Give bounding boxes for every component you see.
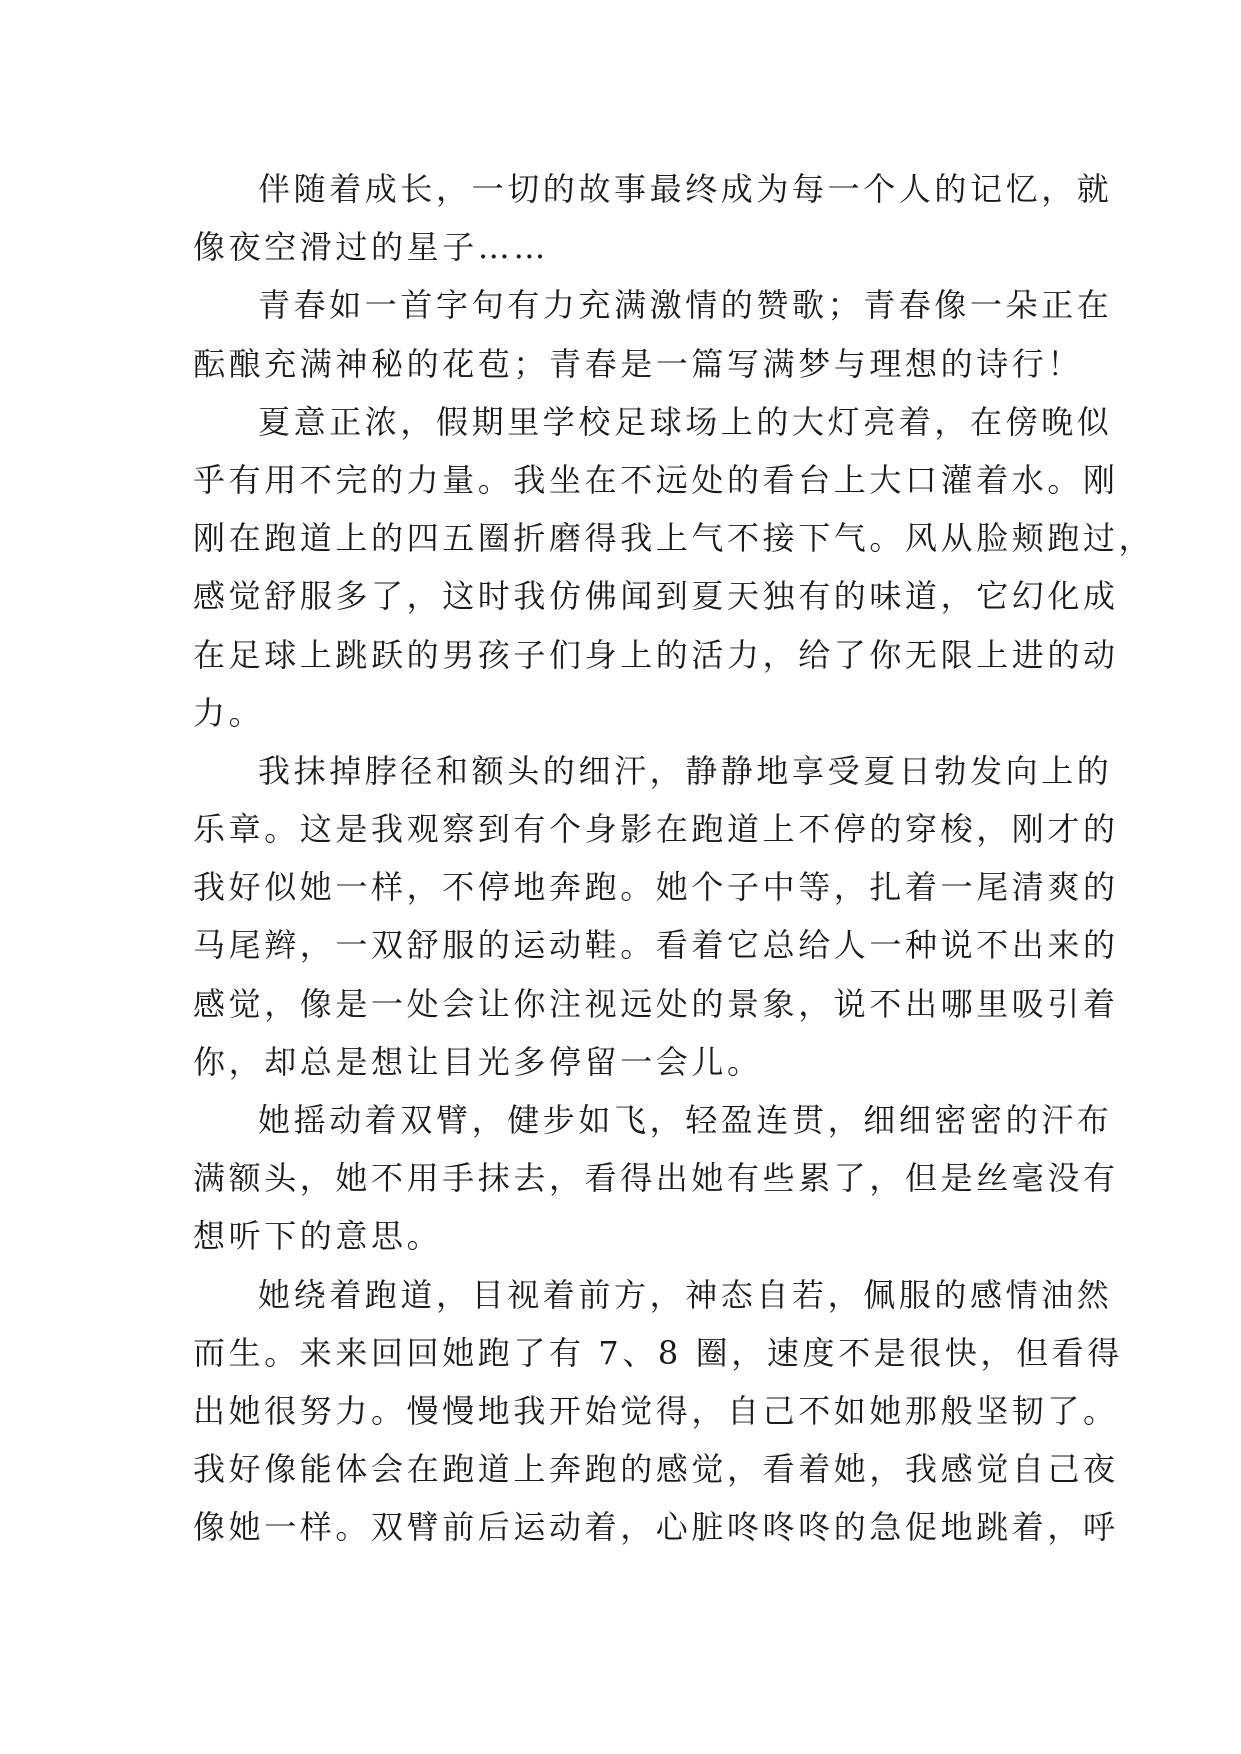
text-line: 出她很努力。慢慢地我开始觉得，自己不如她那般坚韧了。 <box>193 1391 1119 1430</box>
text-line: 夏意正浓，假期里学校足球场上的大灯亮着，在傍晚似 <box>258 402 1113 441</box>
text-line: 我抹掉脖径和额头的细汗，静静地享受夏日勃发向上的 <box>258 751 1113 790</box>
text-line: 而生。来来回回她跑了有 7、8 圈，速度不是很快，但看得 <box>193 1333 1123 1372</box>
text-line: 马尾辫，一双舒服的运动鞋。看着它总给人一种说不出来的 <box>193 926 1119 965</box>
text-line: 她绕着跑道，目视着前方，神态自若，佩服的感情油然 <box>258 1275 1113 1314</box>
text-line: 像夜空滑过的星子…… <box>193 228 550 267</box>
text-line: 伴随着成长，一切的故事最终成为每一个人的记忆，就 <box>258 170 1113 208</box>
text-line: 在足球上跳跃的男孩子们身上的活力，给了你无限上进的动 <box>193 635 1119 674</box>
paragraph <box>193 742 1119 1091</box>
text-line: 你，却总是想让目光多停留一会儿。 <box>193 1042 763 1081</box>
document-body <box>193 160 1155 1557</box>
text-line: 我好像能体会在跑道上奔跑的感觉，看着她，我感觉自己夜 <box>193 1450 1119 1489</box>
paragraph <box>193 393 1155 742</box>
text-line: 感觉，像是一处会让你注视远处的景象，说不出哪里吸引着 <box>193 984 1119 1023</box>
text-line: 酝酿充满神秘的花苞；青春是一篇写满梦与理想的诗行！ <box>193 344 1084 383</box>
text-line: 青春如一首字句有力充满激情的赞歌；青春像一朵正在 <box>258 286 1113 325</box>
text-line: 想听下的意思。 <box>193 1217 443 1256</box>
text-line: 感觉舒服多了，这时我仿佛闻到夏天独有的味道，它幻化成 <box>193 577 1119 616</box>
paragraph <box>193 276 1113 392</box>
paragraph <box>193 1091 1119 1266</box>
text-line: 她摇动着双臂，健步如飞，轻盈连贯，细细密密的汗布 <box>258 1101 1113 1139</box>
text-line: 满额头，她不用手抹去，看得出她有些累了，但是丝毫没有 <box>193 1159 1119 1198</box>
text-line: 乐章。这是我观察到有个身影在跑道上不停的穿梭，刚才的 <box>193 810 1119 849</box>
paragraph <box>193 160 1113 276</box>
text-line: 像她一样。双臂前后运动着，心脏咚咚咚的急促地跳着，呼 <box>193 1508 1119 1547</box>
paragraph <box>193 1266 1123 1557</box>
text-line: 乎有用不完的力量。我坐在不远处的看台上大口灌着水。刚 <box>193 460 1119 499</box>
text-line: 刚在跑道上的四五圈折磨得我上气不接下气。风从脸颊跑过， <box>193 519 1155 558</box>
text-line: 力。 <box>193 693 265 732</box>
text-line: 我好似她一样，不停地奔跑。她个子中等，扎着一尾清爽的 <box>193 868 1119 907</box>
